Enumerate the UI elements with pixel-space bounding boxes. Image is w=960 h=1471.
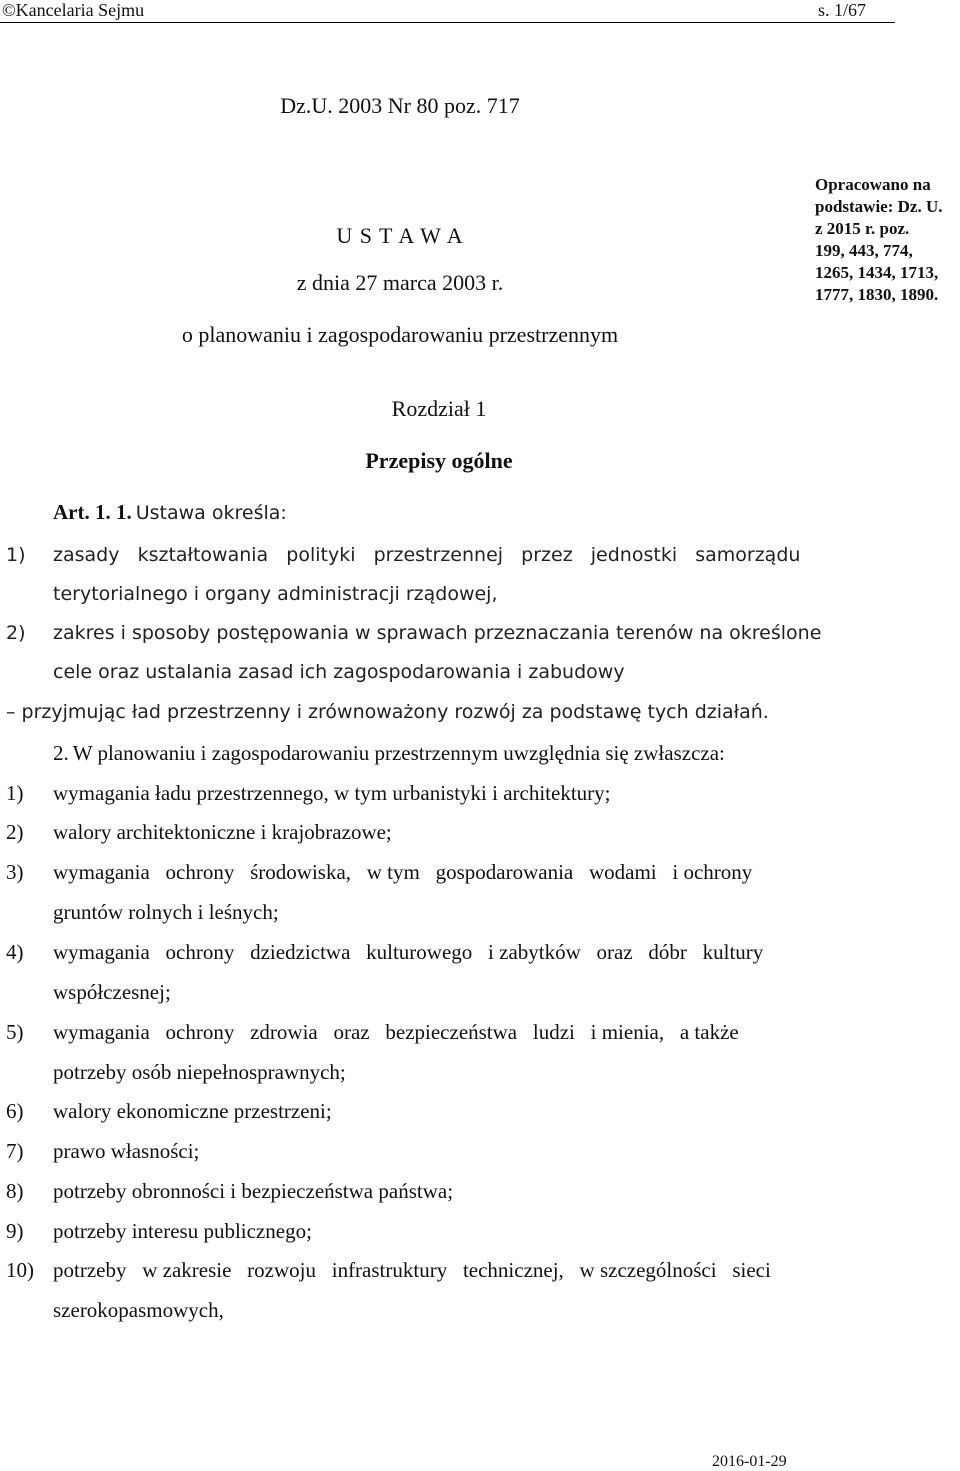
sidebar-line: Opracowano na [815, 175, 931, 194]
sidebar-line: z 2015 r. poz. [815, 219, 910, 238]
list-item-text: walory ekonomiczne przestrzeni; [53, 1099, 332, 1123]
doc-type: U S T A W A [336, 223, 464, 248]
sidebar-line: 1265, 1434, 1713, [815, 263, 939, 282]
list-item-text: wymagania ładu przestrzennego, w tym urbanistyki i architektury; [53, 781, 611, 805]
list-item-text: prawo własności; [53, 1139, 200, 1163]
footer-date: 2016-01-29 [712, 1453, 787, 1470]
header-page-number: s. 1/67 [818, 0, 867, 20]
list-number: 2) [6, 622, 26, 644]
list-item-text: współczesnej; [53, 980, 171, 1004]
sidebar-line: 199, 443, 774, [815, 241, 913, 260]
list-number: 7) [6, 1139, 24, 1163]
header-copyright: ©Kancelaria Sejmu [2, 0, 145, 20]
list-item-text: walory architektoniczne i krajobrazowe; [53, 820, 392, 844]
list-number: 5) [6, 1020, 24, 1044]
list-item-text: potrzeby obronności i bezpieczeństwa państwa; [53, 1179, 454, 1203]
doc-date: z dnia 27 marca 2003 r. [296, 270, 504, 295]
article-heading-row [53, 500, 287, 525]
sidebar-line: 1777, 1830, 1890. [815, 285, 939, 304]
paragraph-number: 2. [53, 741, 69, 765]
sidebar-note [815, 174, 958, 306]
list-item-text: szerokopasmowych, [53, 1298, 224, 1322]
chapter-title: Przepisy ogólne [365, 448, 513, 473]
list-item-text: zakres i sposoby postępowania w sprawach przeznaczania terenów na określone [53, 622, 822, 644]
doc-reference: Dz.U. 2003 Nr 80 poz. 717 [280, 93, 520, 118]
list-item-text: wymagania ochrony zdrowia oraz bezpieczeństwa ludzi i mienia, a także [53, 1020, 739, 1044]
list-item-text: potrzeby interesu publicznego; [53, 1219, 312, 1243]
list-number: 4) [6, 940, 24, 964]
list-number: 8) [6, 1179, 24, 1203]
paragraph-text: W planowaniu i zagospodarowaniu przestrzennym uwzględnia się zwłaszcza: [72, 741, 725, 765]
doc-title: o planowaniu i zagospodarowaniu przestrzennym [181, 322, 619, 347]
list-number: 2) [6, 820, 24, 844]
article-intro: Ustawa określa: [135, 502, 287, 524]
article-heading: Art. 1. 1. [53, 500, 132, 524]
list-item-text: wymagania ochrony dziedzictwa kulturowego i zabytków oraz dóbr kultury [53, 940, 764, 964]
sidebar-line: podstawie: Dz. U. [815, 197, 943, 216]
list-item-text: terytorialnego i organy administracji rządowej, [53, 583, 498, 605]
list-number: 10) [6, 1258, 34, 1282]
list-number: 6) [6, 1099, 24, 1123]
header-divider [0, 22, 895, 23]
list-item-text: potrzeby w zakresie rozwoju infrastruktury technicznej, w szczególności sieci [53, 1258, 771, 1282]
list-number: 1) [6, 544, 26, 566]
closing-clause: – przyjmując ład przestrzenny i zrównoważony rozwój za podstawę tych działań. [6, 701, 769, 723]
list-item-text: wymagania ochrony środowiska, w tym gospodarowania wodami i ochrony [53, 860, 753, 884]
chapter-label: Rozdział 1 [391, 396, 487, 421]
list-item-text: gruntów rolnych i leśnych; [53, 900, 279, 924]
paragraph-row [53, 741, 725, 766]
list-number: 9) [6, 1219, 24, 1243]
list-item-text: potrzeby osób niepełnosprawnych; [53, 1060, 346, 1084]
list-number: 3) [6, 860, 24, 884]
list-number: 1) [6, 781, 24, 805]
list-item-text: zasady kształtowania polityki przestrzennej przez jednostki samorządu [53, 544, 801, 566]
list-item-text: cele oraz ustalania zasad ich zagospodarowania i zabudowy [53, 661, 625, 683]
